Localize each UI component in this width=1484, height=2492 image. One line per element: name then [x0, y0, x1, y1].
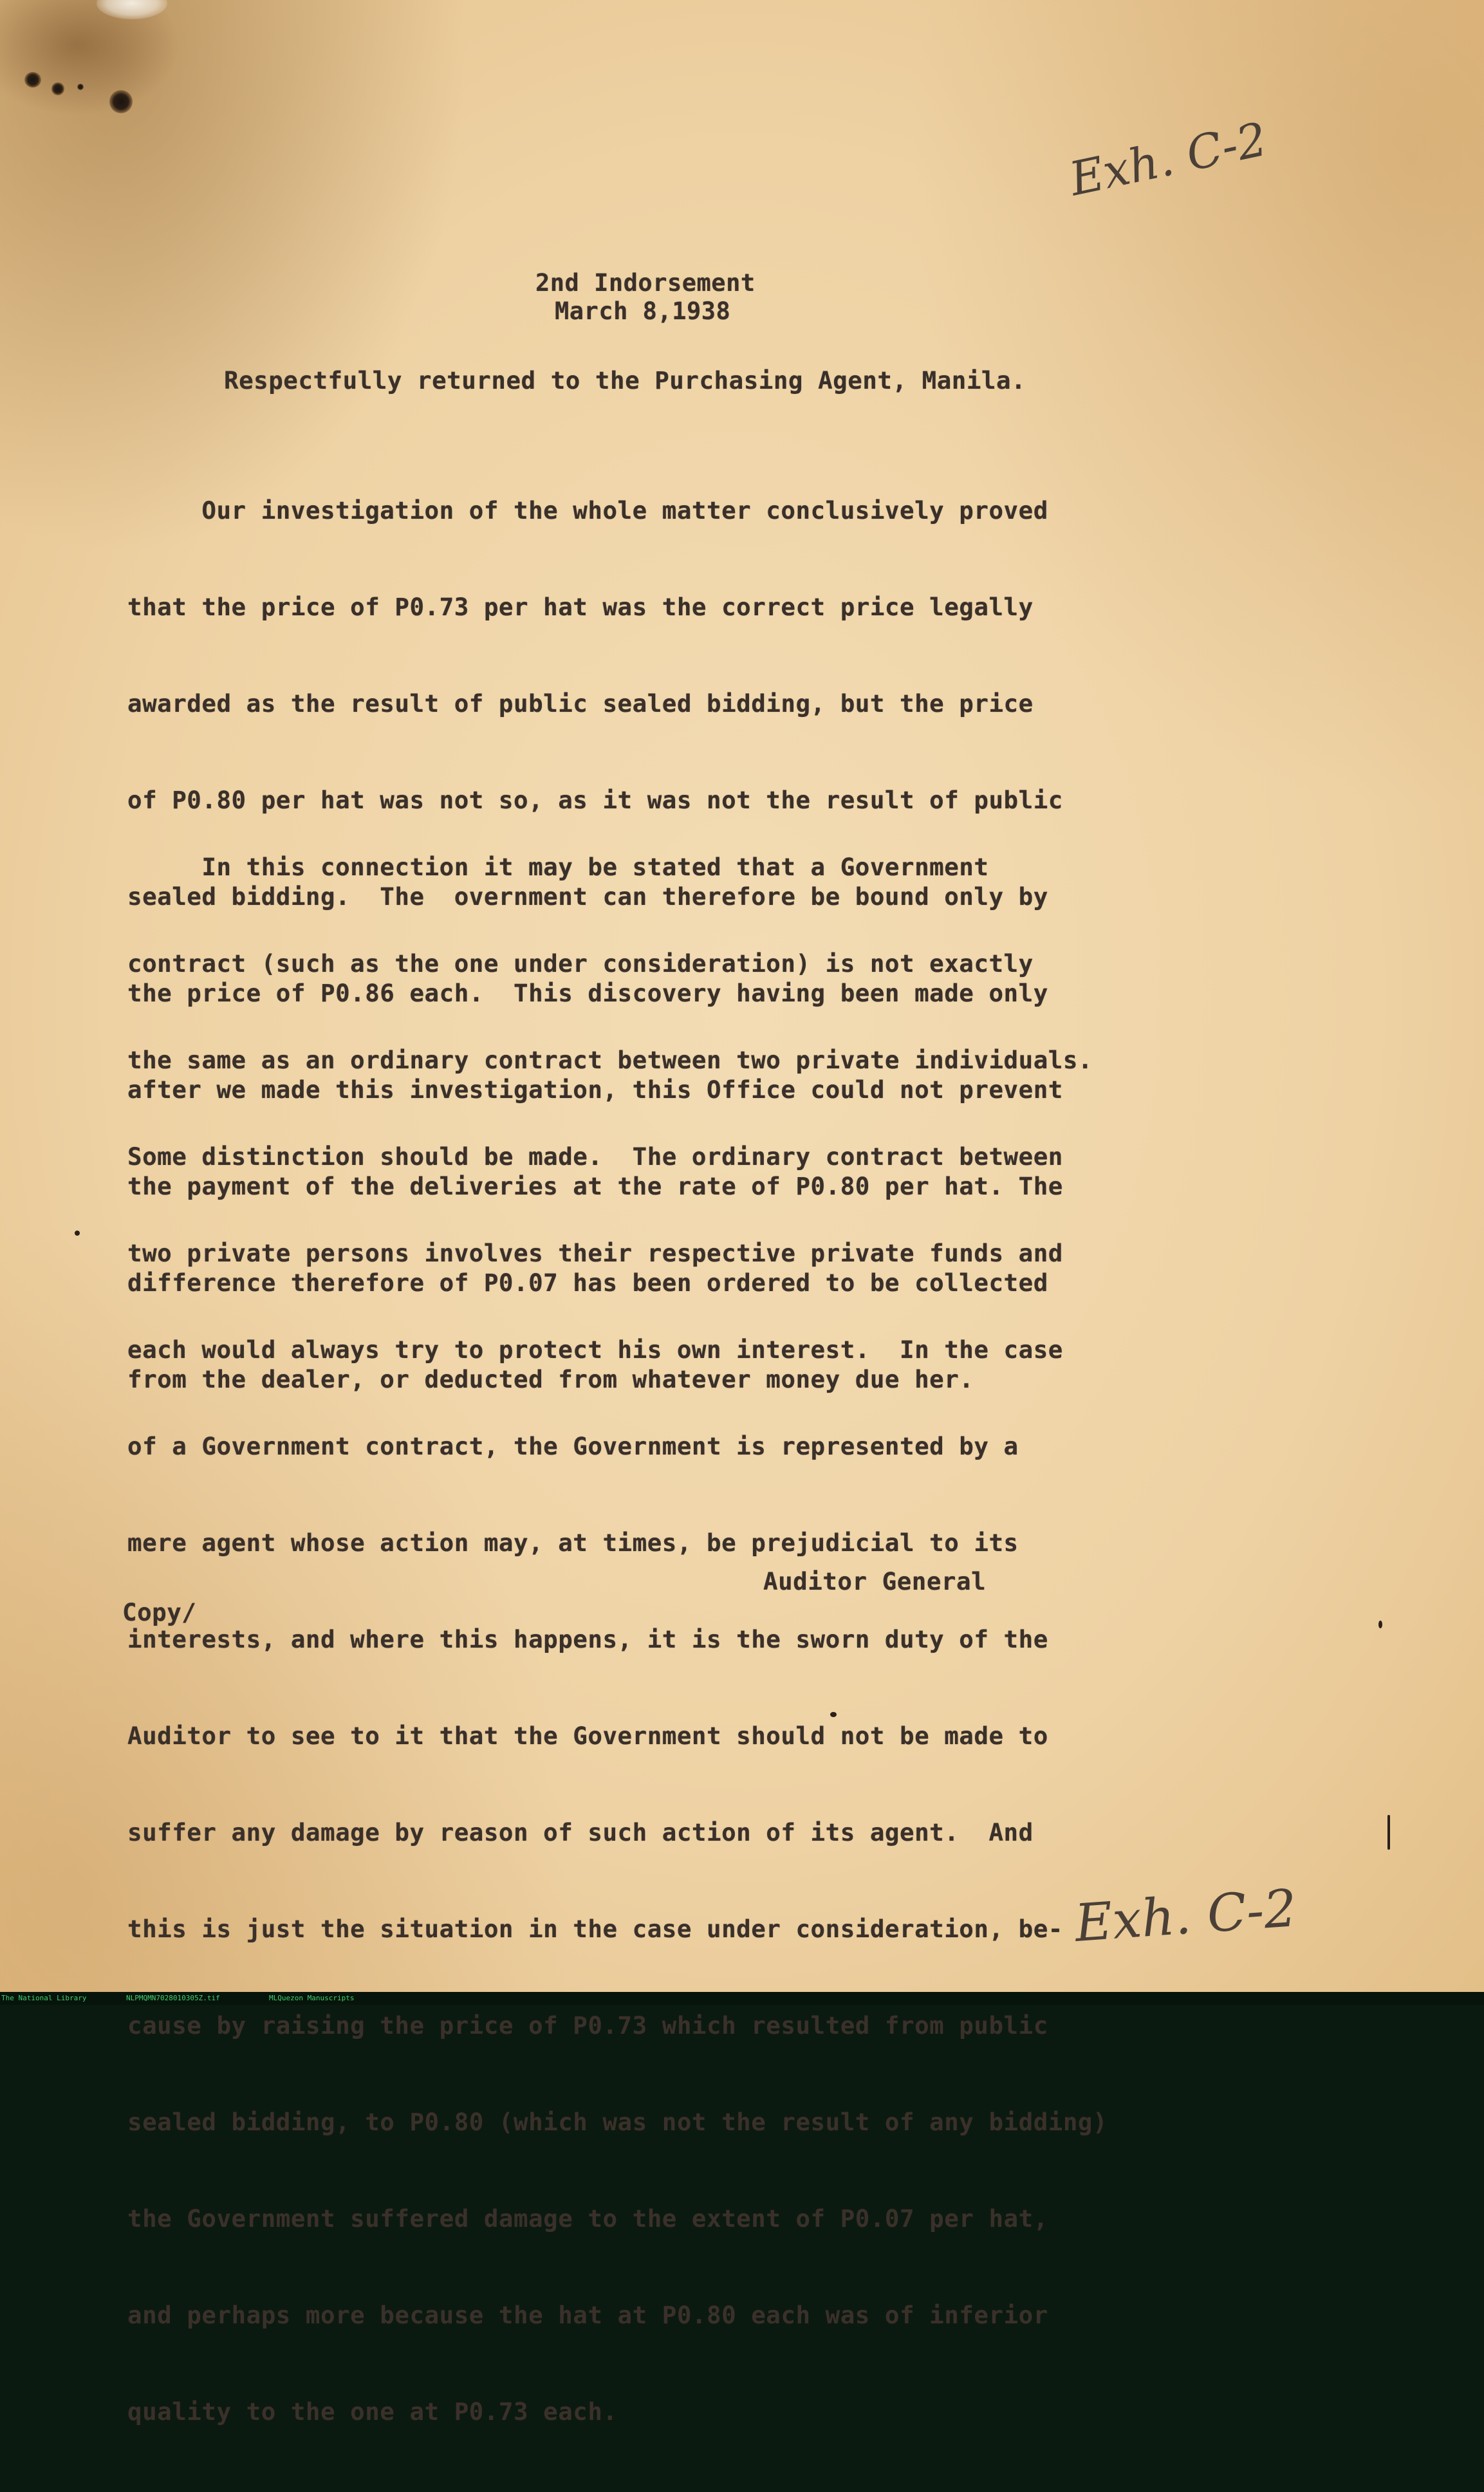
paragraph-line: In this connection it may be stated that a Government	[127, 853, 989, 881]
signature-title: Auditor General	[763, 1567, 987, 1595]
paragraph-line: suffer any damage by reason of such action of its agent. And	[127, 1818, 1034, 1846]
handwritten-exhibit-bottom: Exh. C-2	[1073, 1878, 1299, 1953]
paragraph-line: sealed bidding, to P0.80 (which was not the result of any bidding)	[127, 2108, 1108, 2136]
indorsement-title: 2nd Indorsement	[535, 269, 756, 297]
ink-speck	[1387, 1815, 1390, 1850]
paragraph-line: the price of P0.86 each. This discovery having been made only	[127, 979, 1048, 1007]
footer-file-name: NLPMQMN7028010305Z.tif	[126, 1994, 220, 2002]
punch-hole	[51, 82, 64, 95]
paragraph-line: this is just the situation in the case under consideration, be-	[127, 1915, 1063, 1943]
paragraph-line: Our investigation of the whole matter conclusively proved	[127, 496, 1048, 525]
paragraph-line: awarded as the result of public sealed bidding, but the price	[127, 689, 1034, 718]
copy-mark: Copy/	[122, 1598, 197, 1626]
paragraph-line: cause by raising the price of P0.73 which resulted from public	[127, 2011, 1048, 2040]
ink-speck	[1378, 1621, 1382, 1628]
paragraph-line: the same as an ordinary contract between two private individuals.	[127, 1046, 1093, 1074]
paragraph-government-contract	[127, 786, 1414, 2492]
paragraph-line: each would always try to protect his own interest. In the case	[127, 1335, 1063, 1364]
punch-hole	[109, 90, 133, 113]
footer-collection: MLQuezon Manuscripts	[269, 1994, 355, 2002]
paragraph-line: after we made this investigation, this Office could not prevent	[127, 1075, 1063, 1104]
handwritten-exhibit-top: Exh. C-2	[1064, 111, 1272, 207]
ink-speck	[830, 1712, 837, 1717]
paragraph-line: the Government suffered damage to the extent of P0.07 per hat,	[127, 2204, 1048, 2233]
archive-footer-bar	[0, 1992, 1484, 2005]
paragraph-line: and perhaps more because the hat at P0.80 each was of inferior	[127, 2301, 1048, 2329]
paragraph-line: quality to the one at P0.73 each.	[127, 2397, 618, 2426]
edge-stain	[0, 0, 180, 116]
punch-hole	[77, 84, 84, 90]
paragraph-line: difference therefore of P0.07 has been ordered to be collected	[127, 1269, 1048, 1297]
punch-hole	[24, 72, 41, 88]
paragraph-line: interests, and where this happens, it is the sworn duty of the	[127, 1625, 1048, 1653]
paragraph-line: Some distinction should be made. The ordinary contract between	[127, 1142, 1063, 1171]
footer-institution: The National Library	[1, 1994, 87, 2002]
paragraph-line: two private persons involves their respective private funds and	[127, 1239, 1063, 1267]
paragraph-line: contract (such as the one under consideration) is not exactly	[127, 949, 1034, 978]
paragraph-line: the payment of the deliveries at the rate of P0.80 per hat. The	[127, 1172, 1063, 1200]
paragraph-line: from the dealer, or deducted from whatever money due her.	[127, 1365, 974, 1393]
ink-speck	[75, 1231, 80, 1236]
paragraph-line: of a Government contract, the Government is represented by a	[127, 1432, 1019, 1460]
paragraph-line: Auditor to see to it that the Government should not be made to	[127, 1722, 1048, 1750]
paragraph-line: of P0.80 per hat was not so, as it was not the result of public	[127, 786, 1063, 814]
paragraph-line: that the price of P0.73 per hat was the correct price legally	[127, 593, 1034, 621]
indorsement-date: March 8,1938	[555, 297, 731, 325]
paragraph-line: mere agent whose action may, at times, be prejudicial to its	[127, 1529, 1019, 1557]
salutation-line: Respectfully returned to the Purchasing Agent, Manila.	[224, 366, 1026, 395]
paragraph-line: sealed bidding. The overnment can therefore be bound only by	[127, 882, 1048, 911]
